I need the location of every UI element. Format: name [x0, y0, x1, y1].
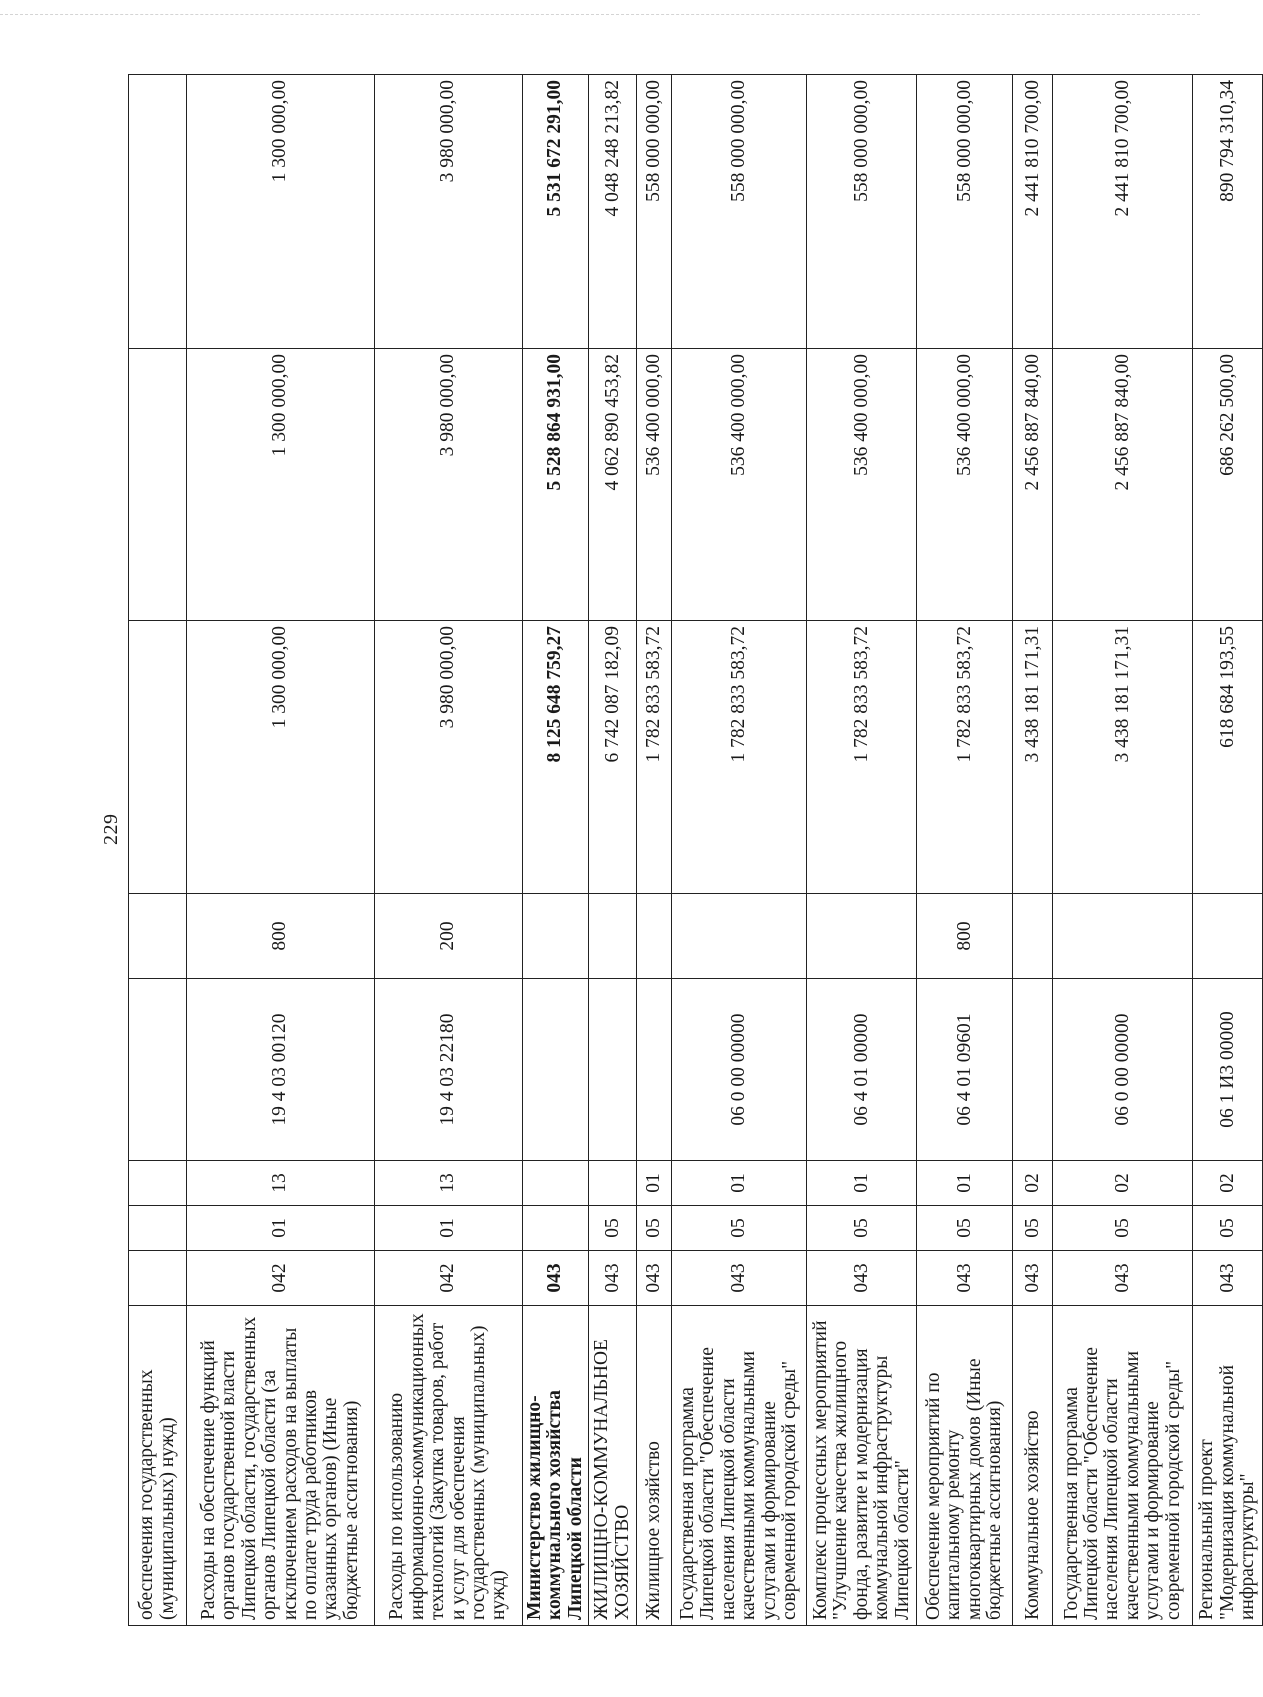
admin-code-cell: 043	[807, 1251, 917, 1306]
amount-year-3-cell: 3 980 000,00	[375, 75, 523, 349]
target-article-cell: 06 0 00 00000	[672, 979, 807, 1161]
section-code-cell: 05	[807, 1206, 917, 1251]
expense-type-cell	[129, 894, 187, 979]
section-code-cell: 05	[1193, 1206, 1263, 1251]
subsection-code-cell: 01	[637, 1161, 672, 1206]
subsection-code-cell: 02	[1053, 1161, 1193, 1206]
row-description: обеспечения государственных (муниципальных) нужд)	[129, 1306, 187, 1626]
budget-table	[128, 74, 1263, 1626]
admin-code-cell: 043	[1053, 1251, 1193, 1306]
amount-year-3-cell: 890 794 310,34	[1193, 75, 1263, 349]
amount-year-2-cell: 536 400 000,00	[672, 349, 807, 621]
row-description: Жилищное хозяйство	[637, 1306, 672, 1626]
subsection-code-cell: 13	[187, 1161, 375, 1206]
section-code-cell: 05	[917, 1206, 1013, 1251]
row-description: Расходы по использованию информационно-коммуникационных технологий (Закупка товаров, работ и услуг для обеспечения государственных (муниципальных) нужд)	[375, 1306, 523, 1626]
subsection-code-cell: 02	[1013, 1161, 1053, 1206]
admin-code-cell: 043	[523, 1251, 589, 1306]
target-article-cell: 06 4 01 09601	[917, 979, 1013, 1161]
table-row	[375, 75, 523, 1626]
row-description: Расходы на обеспечение функций органов государственной власти Липецкой области, государственных органов Липецкой области (за исключением расходов на выплаты по оплате труда работников указанных органов) (Иные бюджетные ассигнования)	[187, 1306, 375, 1626]
scan-top-edge	[0, 14, 1200, 15]
admin-code-cell: 042	[375, 1251, 523, 1306]
amount-year-1-cell: 1 782 833 583,72	[637, 621, 672, 894]
admin-code-cell	[129, 1251, 187, 1306]
amount-year-2-cell: 686 262 500,00	[1193, 349, 1263, 621]
section-code-cell	[129, 1206, 187, 1251]
target-article-cell: 06 1 И3 00000	[1193, 979, 1263, 1161]
admin-code-cell: 042	[187, 1251, 375, 1306]
amount-year-1-cell: 3 438 181 171,31	[1053, 621, 1193, 894]
target-article-cell: 19 4 03 22180	[375, 979, 523, 1161]
expense-type-cell: 800	[187, 894, 375, 979]
amount-year-2-cell: 2 456 887 840,00	[1053, 349, 1193, 621]
amount-year-2-cell: 4 062 890 453,82	[589, 349, 637, 621]
amount-year-2-cell: 536 400 000,00	[917, 349, 1013, 621]
section-code-cell: 05	[672, 1206, 807, 1251]
target-article-cell	[523, 979, 589, 1161]
section-code-cell: 05	[1053, 1206, 1193, 1251]
amount-year-2-cell: 536 400 000,00	[637, 349, 672, 621]
section-code-cell: 05	[637, 1206, 672, 1251]
row-description: Региональный проект "Модернизация коммунальной инфраструктуры"	[1193, 1306, 1263, 1626]
row-description: Государственная программа Липецкой области "Обеспечение населения Липецкой области качественными коммунальными услугами и формирование современной городской среды"	[1053, 1306, 1193, 1626]
admin-code-cell: 043	[637, 1251, 672, 1306]
amount-year-1-cell: 1 782 833 583,72	[917, 621, 1013, 894]
amount-year-3-cell: 2 441 810 700,00	[1013, 75, 1053, 349]
table-row	[129, 75, 187, 1626]
amount-year-1-cell: 3 438 181 171,31	[1013, 621, 1053, 894]
rotated-table-wrapper	[128, 75, 1263, 1626]
amount-year-3-cell: 558 000 000,00	[807, 75, 917, 349]
amount-year-3-cell: 5 531 672 291,00	[523, 75, 589, 349]
row-description: Комплекс процессных мероприятий "Улучшение качества жилищного фонда, развитие и модернизация коммунальной инфраструктуры Липецкой области"	[807, 1306, 917, 1626]
admin-code-cell: 043	[589, 1251, 637, 1306]
amount-year-3-cell: 1 300 000,00	[187, 75, 375, 349]
row-description: Коммунальное хозяйство	[1013, 1306, 1053, 1626]
table-row	[917, 75, 1013, 1626]
target-article-cell	[589, 979, 637, 1161]
admin-code-cell: 043	[672, 1251, 807, 1306]
admin-code-cell: 043	[1193, 1251, 1263, 1306]
expense-type-cell	[672, 894, 807, 979]
row-description: Министерство жилищно-коммунального хозяйства Липецкой области	[523, 1306, 589, 1626]
section-code-cell: 05	[1013, 1206, 1053, 1251]
table-body	[129, 75, 1263, 1626]
expense-type-cell: 200	[375, 894, 523, 979]
subsection-code-cell	[589, 1161, 637, 1206]
amount-year-3-cell: 4 048 248 213,82	[589, 75, 637, 349]
page-number: 229	[100, 813, 122, 845]
subsection-code-cell: 01	[672, 1161, 807, 1206]
subsection-code-cell: 13	[375, 1161, 523, 1206]
amount-year-1-cell	[129, 621, 187, 894]
subsection-code-cell	[523, 1161, 589, 1206]
admin-code-cell: 043	[1013, 1251, 1053, 1306]
amount-year-1-cell: 3 980 000,00	[375, 621, 523, 894]
table-row	[672, 75, 807, 1626]
amount-year-1-cell: 1 782 833 583,72	[807, 621, 917, 894]
expense-type-cell	[589, 894, 637, 979]
target-article-cell: 06 4 01 00000	[807, 979, 917, 1161]
subsection-code-cell: 01	[807, 1161, 917, 1206]
row-description: Государственная программа Липецкой области "Обеспечение населения Липецкой области качественными коммунальными услугами и формирование современной городской среды"	[672, 1306, 807, 1626]
amount-year-2-cell: 2 456 887 840,00	[1013, 349, 1053, 621]
section-code-cell: 01	[375, 1206, 523, 1251]
amount-year-1-cell: 618 684 193,55	[1193, 621, 1263, 894]
amount-year-3-cell	[129, 75, 187, 349]
table-row	[1013, 75, 1053, 1626]
table-row	[1193, 75, 1263, 1626]
amount-year-1-cell: 1 300 000,00	[187, 621, 375, 894]
amount-year-3-cell: 2 441 810 700,00	[1053, 75, 1193, 349]
table-row	[1053, 75, 1193, 1626]
expense-type-cell	[1013, 894, 1053, 979]
target-article-cell	[1013, 979, 1053, 1161]
table-row	[637, 75, 672, 1626]
expense-type-cell	[1053, 894, 1193, 979]
amount-year-3-cell: 558 000 000,00	[917, 75, 1013, 349]
expense-type-cell	[807, 894, 917, 979]
amount-year-3-cell: 558 000 000,00	[672, 75, 807, 349]
amount-year-1-cell: 1 782 833 583,72	[672, 621, 807, 894]
admin-code-cell: 043	[917, 1251, 1013, 1306]
target-article-cell	[129, 979, 187, 1161]
amount-year-2-cell: 536 400 000,00	[807, 349, 917, 621]
amount-year-2-cell: 5 528 864 931,00	[523, 349, 589, 621]
target-article-cell: 06 0 00 00000	[1053, 979, 1193, 1161]
subsection-code-cell: 01	[917, 1161, 1013, 1206]
target-article-cell	[637, 979, 672, 1161]
table-row	[589, 75, 637, 1626]
subsection-code-cell	[129, 1161, 187, 1206]
amount-year-2-cell: 3 980 000,00	[375, 349, 523, 621]
section-code-cell: 05	[589, 1206, 637, 1251]
expense-type-cell: 800	[917, 894, 1013, 979]
amount-year-1-cell: 8 125 648 759,27	[523, 621, 589, 894]
expense-type-cell	[523, 894, 589, 979]
table-row	[523, 75, 589, 1626]
table-row	[807, 75, 917, 1626]
expense-type-cell	[637, 894, 672, 979]
section-code-cell	[523, 1206, 589, 1251]
amount-year-2-cell: 1 300 000,00	[187, 349, 375, 621]
row-description: Обеспечение мероприятий по капитальному ремонту многоквартирных домов (Иные бюджетные ассигнования)	[917, 1306, 1013, 1626]
section-code-cell: 01	[187, 1206, 375, 1251]
subsection-code-cell: 02	[1193, 1161, 1263, 1206]
amount-year-2-cell	[129, 349, 187, 621]
row-description: ЖИЛИЩНО-КОММУНАЛЬНОЕ ХОЗЯЙСТВО	[589, 1306, 637, 1626]
amount-year-3-cell: 558 000 000,00	[637, 75, 672, 349]
amount-year-1-cell: 6 742 087 182,09	[589, 621, 637, 894]
target-article-cell: 19 4 03 00120	[187, 979, 375, 1161]
table-row	[187, 75, 375, 1626]
expense-type-cell	[1193, 894, 1263, 979]
